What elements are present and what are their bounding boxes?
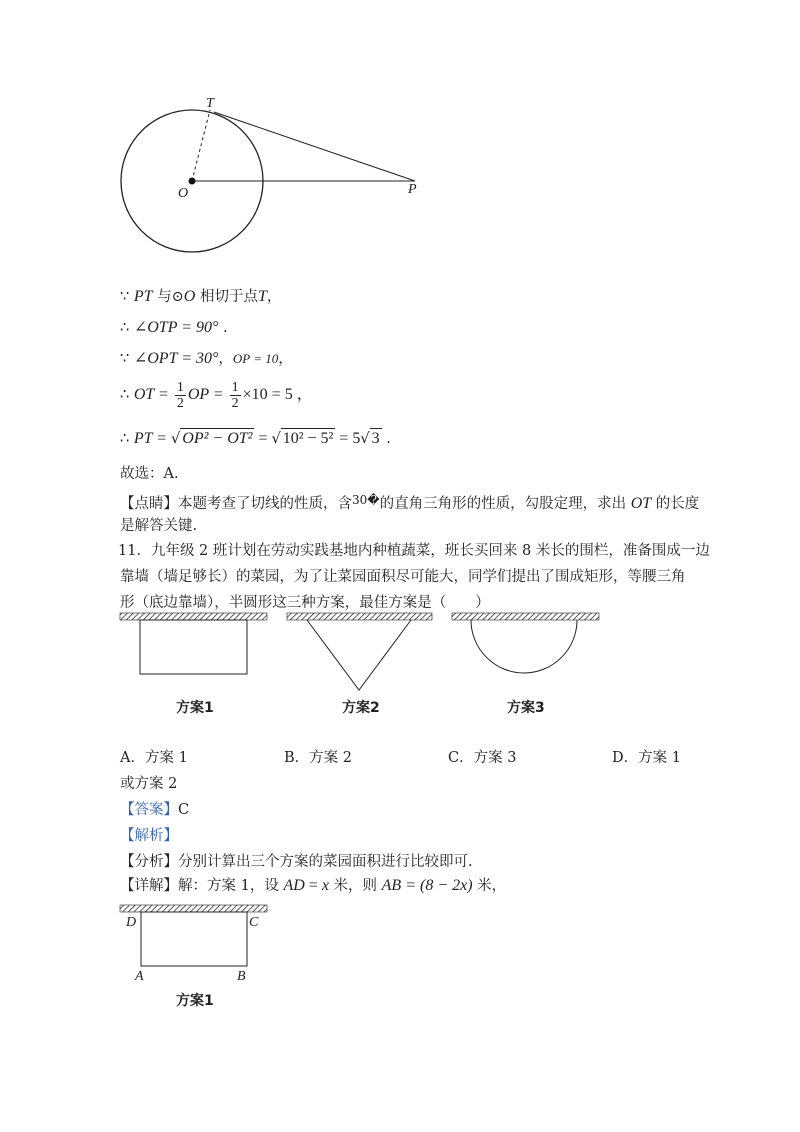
question-line-3: 形（底边靠墙），半圆形这三种方案，最佳方案是（ ） bbox=[120, 595, 490, 611]
scheme-1-rectangle bbox=[140, 620, 247, 674]
option-d-continuation: 或方案 2 bbox=[120, 776, 178, 792]
numerator: 1 bbox=[176, 379, 184, 395]
text-fragment: 相切于点 bbox=[195, 289, 258, 305]
scheme-1-rectangle bbox=[141, 912, 247, 966]
text-fragment: 与⊙ bbox=[152, 289, 184, 305]
math-angle-otp: ∠OTP = 90° bbox=[133, 319, 219, 336]
therefore-symbol: ∴ bbox=[120, 320, 134, 336]
label-o: O bbox=[178, 186, 189, 201]
scheme-2-triangle bbox=[307, 620, 411, 690]
text-fragment: 的长度 bbox=[651, 496, 700, 512]
option-c: C．方案 3 bbox=[448, 750, 517, 766]
wall-1 bbox=[120, 613, 267, 620]
text-fragment: 【详解】解：方案 1，设 bbox=[120, 878, 284, 894]
math-op: OP = 10 bbox=[232, 351, 279, 366]
comment-line-1 bbox=[120, 490, 699, 514]
math-equals: = 5 bbox=[335, 430, 361, 447]
label-t: T bbox=[206, 96, 214, 111]
detail-line bbox=[120, 876, 506, 896]
option-a: A．方案 1 bbox=[120, 750, 188, 766]
math-equals: = bbox=[254, 430, 272, 447]
scheme-3-caption: 方案3 bbox=[507, 700, 545, 716]
label-c: C bbox=[249, 915, 259, 930]
text-fragment: ， bbox=[266, 289, 282, 305]
denominator: 2 bbox=[231, 395, 239, 411]
text-fragment: . bbox=[381, 431, 391, 447]
analysis-tag: 【解析】 bbox=[120, 828, 178, 844]
solution-line-3 bbox=[120, 349, 293, 369]
math-30: 30� bbox=[352, 493, 380, 507]
math-ot: OT = bbox=[133, 386, 173, 403]
choice-line: 故选：A. bbox=[120, 466, 179, 482]
scheme-3-semicircle bbox=[471, 620, 577, 673]
solution-line-2 bbox=[120, 318, 228, 338]
math-result: ×10 = 5 ， bbox=[242, 386, 313, 403]
answer-value: C bbox=[178, 802, 190, 818]
math-op: OP = bbox=[187, 386, 228, 403]
answer-tag: 【答案】 bbox=[120, 802, 178, 818]
because-symbol: ∵ bbox=[120, 351, 134, 367]
rectangle-figure bbox=[115, 902, 285, 987]
scheme-1-caption: 方案1 bbox=[176, 700, 214, 716]
option-d: D．方案 1 bbox=[612, 750, 681, 766]
scheme-2-caption: 方案2 bbox=[342, 700, 380, 716]
solution-line-1 bbox=[120, 287, 281, 307]
label-p: P bbox=[408, 182, 417, 197]
comment-line-2: 是解答关键. bbox=[120, 518, 198, 534]
tangent-tp bbox=[214, 112, 415, 181]
text-fragment: 米，则 bbox=[328, 878, 382, 894]
text-fragment: 米， bbox=[472, 878, 507, 894]
question-line-2: 靠墙（墙足够长）的菜园，为了让菜园面积尽可能大，同学们提出了围成矩形，等腰三角 bbox=[120, 569, 686, 585]
label-d: D bbox=[126, 915, 137, 930]
therefore-symbol: ∴ bbox=[120, 387, 134, 403]
rectangle-figure-caption: 方案1 bbox=[176, 993, 214, 1009]
option-b: B．方案 2 bbox=[284, 750, 352, 766]
center-point bbox=[189, 178, 196, 185]
label-b: B bbox=[237, 969, 246, 984]
answer-line bbox=[120, 800, 189, 820]
math-t: T bbox=[257, 288, 267, 305]
fraction-half bbox=[175, 380, 186, 411]
numerator: 1 bbox=[231, 379, 239, 395]
sqrt-expression: OP² − OT² bbox=[182, 430, 253, 447]
sqrt-expression: 10² − 5² bbox=[282, 430, 334, 447]
fraction-half bbox=[230, 380, 241, 411]
label-a: A bbox=[135, 969, 144, 984]
math-ab: AB = (8 − 2x) bbox=[381, 877, 473, 894]
solution-line-5: ∴ PT = √ OP² − OT² = √ 10² − 5² = 5√ 3 . bbox=[120, 430, 391, 447]
wall-3 bbox=[452, 613, 599, 620]
radius-ot bbox=[192, 110, 210, 181]
math-pt: PT = bbox=[133, 430, 172, 447]
solution-line-4 bbox=[120, 378, 313, 412]
math-pt: PT bbox=[133, 288, 153, 305]
text-fragment: . bbox=[218, 320, 228, 336]
math-angle-opt: ∠OPT = 30° bbox=[133, 350, 219, 367]
text-fragment: ， bbox=[278, 351, 293, 367]
circle-tangent-figure bbox=[110, 90, 430, 260]
text-fragment: 的直角三角形的性质，勾股定理，求出 bbox=[379, 496, 631, 512]
math-x: x bbox=[321, 877, 329, 894]
sqrt-expression: 3 bbox=[371, 430, 380, 447]
denominator: 2 bbox=[176, 395, 184, 411]
text-fragment: 【点睛】本题考查了切线的性质，含 bbox=[120, 496, 352, 512]
question-line-1: 11．九年级 2 班计划在劳动实践基地内种植蔬菜，班长买回来 8 米长的围栏，准备围成一边 bbox=[118, 543, 710, 559]
fenxi-line: 【分析】分别计算出三个方案的菜园面积进行比较即可. bbox=[120, 854, 473, 870]
math-o: O bbox=[183, 288, 196, 305]
math-ot: OT bbox=[630, 495, 652, 512]
wall-hatch bbox=[120, 905, 267, 912]
math-equals: = bbox=[304, 877, 322, 894]
because-symbol: ∵ bbox=[120, 289, 134, 305]
math-ad: AD bbox=[283, 877, 305, 894]
text-fragment: ， bbox=[218, 351, 233, 367]
therefore-symbol: ∴ bbox=[120, 431, 134, 447]
wall-2 bbox=[287, 613, 432, 620]
